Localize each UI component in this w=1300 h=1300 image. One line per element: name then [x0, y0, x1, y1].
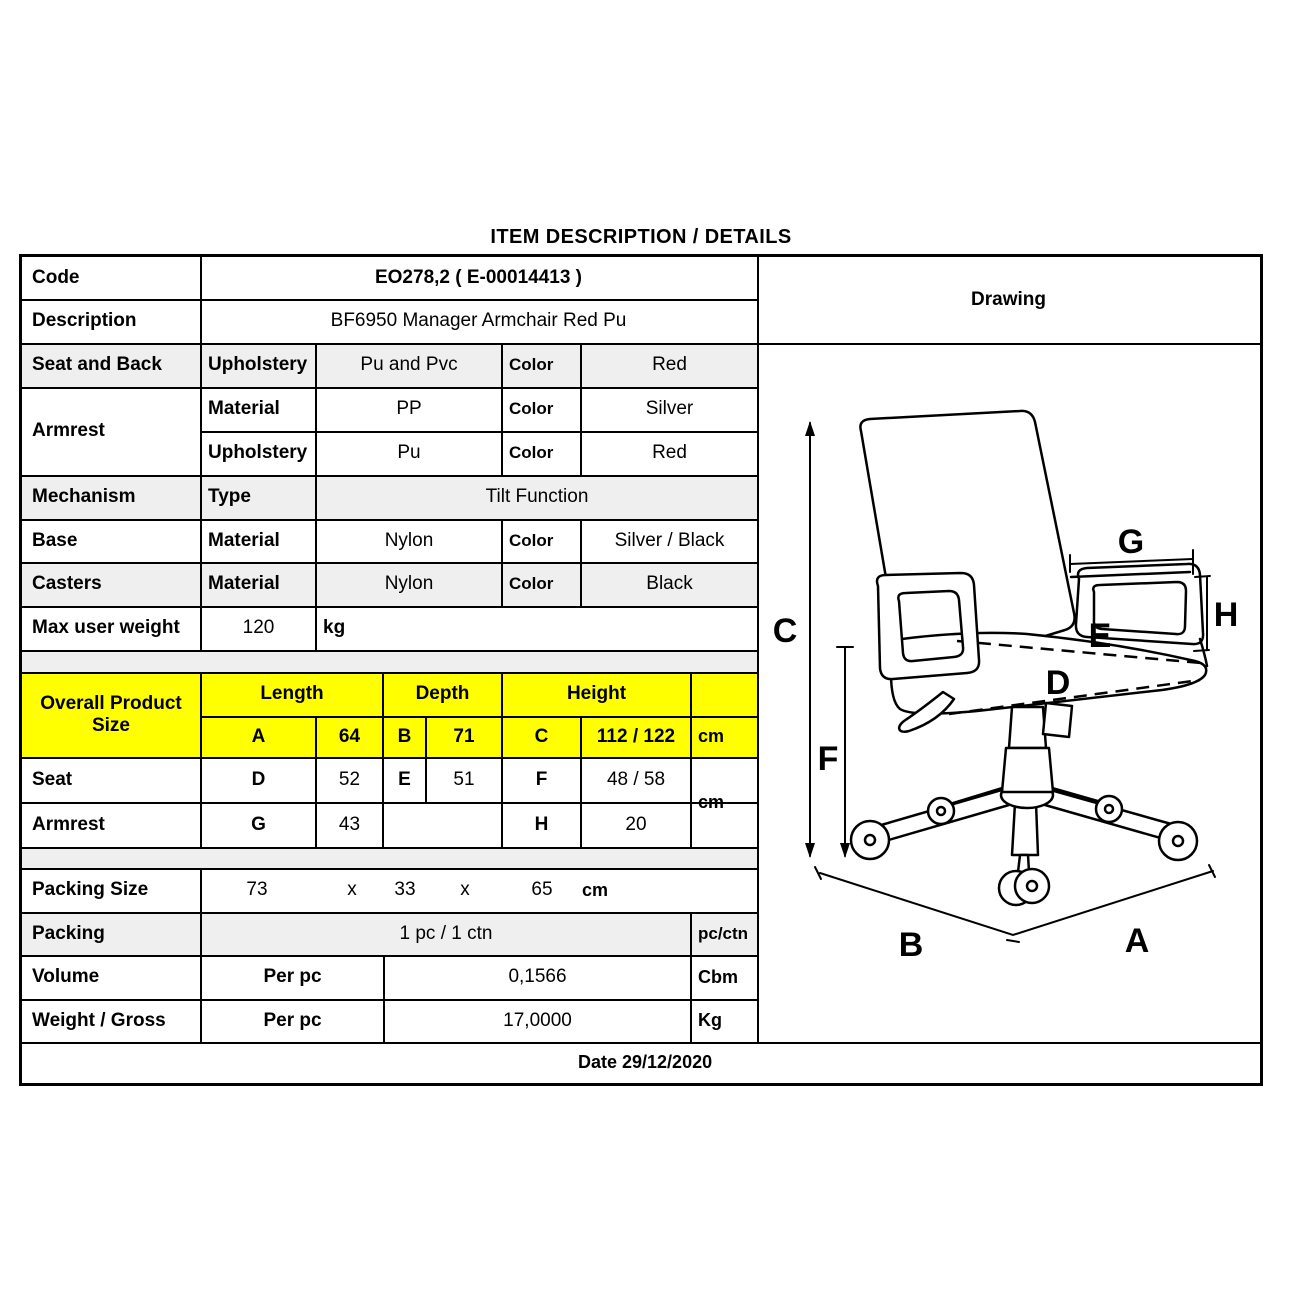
gas-lift-upper	[1009, 707, 1046, 748]
base-label: Base	[32, 529, 78, 551]
seat-d-value: 52	[338, 768, 361, 790]
casters-label: Casters	[32, 573, 102, 595]
packing-unit: pc/ctn	[698, 923, 749, 943]
dim-label-a: A	[1124, 922, 1150, 960]
mechanism-label: Mechanism	[32, 486, 136, 508]
seatback-material-value: Pu and Pvc	[360, 354, 458, 376]
armrest-h-key: H	[534, 813, 549, 835]
seat-e-key: E	[398, 768, 411, 790]
packing-size-height: 65	[531, 879, 553, 901]
seat-f-key: F	[535, 768, 548, 790]
weight-value: 17,0000	[503, 1009, 572, 1031]
armrest-material-color-value: Silver	[645, 398, 694, 420]
armrest-material-sub: Material	[208, 398, 280, 420]
armrest-upholstery-color-label: Color	[509, 443, 554, 463]
base-leg	[1012, 803, 1038, 855]
volume-basis: Per pc	[263, 966, 322, 988]
armrest-material-value: PP	[396, 398, 422, 420]
armrest-h-value: 20	[625, 813, 647, 835]
seat-d-key: D	[251, 768, 266, 790]
size-c-key: C	[534, 725, 549, 747]
size-length-header: Length	[260, 683, 324, 705]
dim-label-b: B	[898, 926, 924, 964]
armrest-upholstery-value: Pu	[397, 442, 421, 464]
code-label: Code	[32, 267, 80, 289]
weight-unit: Kg	[698, 1010, 722, 1031]
volume-label: Volume	[32, 966, 100, 988]
packing-size-unit: cm	[581, 879, 609, 900]
size-a-value: 64	[338, 725, 361, 747]
code-value: EO278,2 ( E-00014413 )	[374, 267, 583, 289]
volume-unit: Cbm	[698, 966, 738, 987]
packing-size-depth: 33	[394, 879, 416, 901]
mechanism-sub: Type	[208, 486, 251, 508]
packing-value: 1 pc / 1 ctn	[399, 922, 493, 944]
drawing-header: Drawing	[971, 289, 1046, 311]
packing-size-sep: x	[347, 879, 357, 901]
casters-color-label: Color	[509, 574, 554, 594]
spacer-band	[22, 847, 757, 868]
size-side-unit: cm	[698, 791, 725, 812]
dim-label-c: C	[772, 612, 798, 650]
armrest-g-value: 43	[338, 813, 361, 835]
size-b-key: B	[397, 725, 412, 747]
casters-color-value: Black	[646, 573, 693, 595]
seatback-color-label: Color	[509, 355, 554, 375]
weight-label: Weight / Gross	[32, 1009, 166, 1031]
seatback-color-value: Red	[652, 354, 687, 376]
size-c-value: 112 / 122	[596, 725, 676, 747]
table-rule	[22, 847, 757, 849]
mechanism-value: Tilt Function	[485, 486, 589, 508]
description-label: Description	[32, 310, 137, 332]
size-a-key: A	[251, 725, 266, 747]
armrest-label: Armrest	[32, 420, 105, 442]
base-color-value: Silver / Black	[614, 529, 725, 551]
armrest-upholstery-sub: Upholstery	[208, 442, 308, 464]
seat-f-value: 48 / 58	[606, 768, 666, 790]
packing-size-width: 73	[246, 879, 268, 901]
dim-label-d: D	[1045, 664, 1071, 702]
seatback-label: Seat and Back	[32, 354, 162, 376]
size-group-label: Overall Product Size	[40, 693, 182, 736]
packing-label: Packing	[32, 922, 105, 944]
spacer-band	[22, 650, 757, 672]
base-sub: Material	[208, 529, 280, 551]
base-value: Nylon	[384, 529, 434, 551]
dim-label-f: F	[817, 740, 839, 778]
description-value: BF6950 Manager Armchair Red Pu	[330, 310, 627, 332]
armrest-g-key: G	[251, 813, 266, 835]
max-weight-value: 120	[242, 617, 275, 639]
size-depth-header: Depth	[415, 683, 470, 705]
packing-size-label: Packing Size	[32, 879, 149, 901]
packing-size-sep: x	[460, 879, 470, 901]
volume-value: 0,1566	[508, 966, 567, 988]
dim-label-g: G	[1117, 523, 1145, 561]
armrest-size-label: Armrest	[32, 813, 105, 835]
armrest-material-color-label: Color	[509, 399, 554, 419]
dim-label-e: E	[1088, 617, 1112, 655]
casters-value: Nylon	[384, 573, 434, 595]
max-weight-unit: kg	[323, 617, 346, 639]
chair-drawing	[757, 343, 1260, 1042]
armrest-upholstery-color-value: Red	[652, 442, 687, 464]
size-unit: cm	[698, 726, 725, 747]
dim-label-h: H	[1213, 596, 1239, 634]
base-color-label: Color	[509, 530, 554, 550]
seatback-sub-label: Upholstery	[208, 354, 308, 376]
size-b-value: 71	[453, 725, 475, 747]
size-height-header: Height	[566, 683, 627, 705]
page-title: ITEM DESCRIPTION / DETAILS	[490, 226, 792, 248]
table-rule	[22, 650, 757, 652]
casters-sub: Material	[208, 573, 280, 595]
date-stamp: Date 29/12/2020	[578, 1052, 713, 1073]
weight-basis: Per pc	[263, 1009, 322, 1031]
seat-size-label: Seat	[32, 768, 73, 790]
tension-knob	[1043, 703, 1072, 737]
max-weight-label: Max user weight	[32, 617, 180, 639]
seat-e-value: 51	[453, 768, 475, 790]
packing-size-values	[202, 868, 757, 912]
gas-lift-lower	[1002, 748, 1053, 792]
